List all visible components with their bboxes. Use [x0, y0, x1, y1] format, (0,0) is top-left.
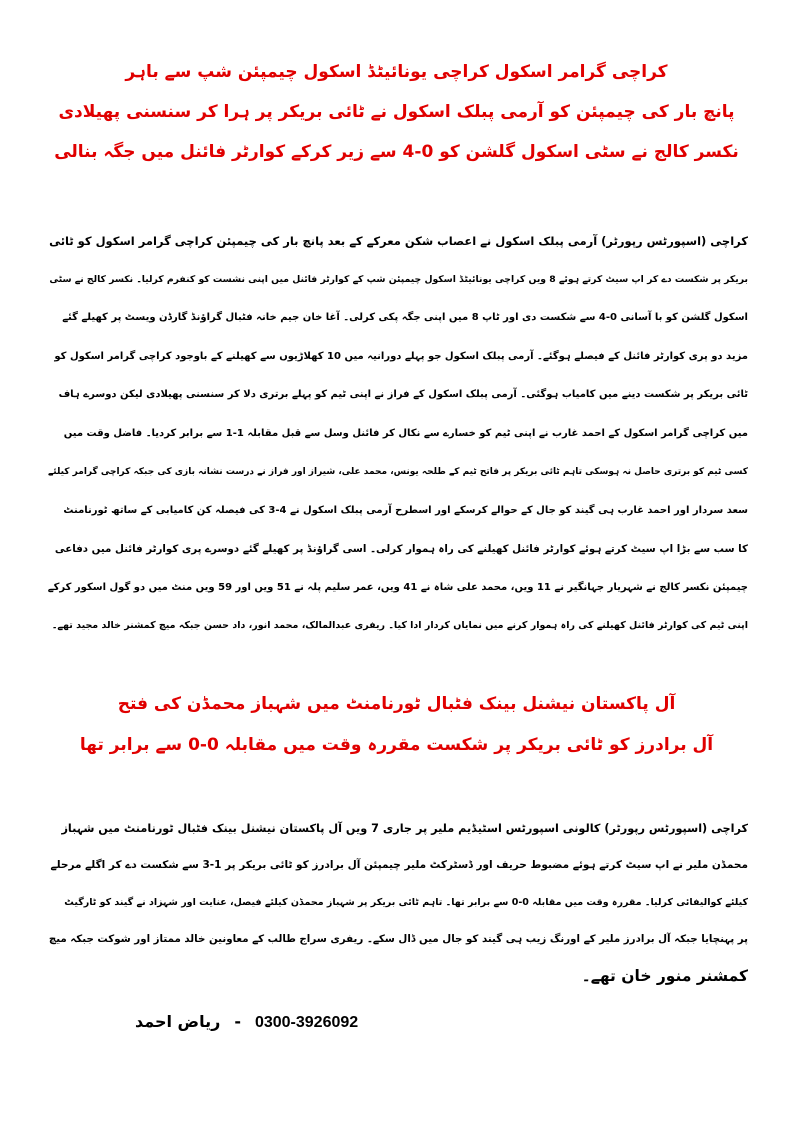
article1-line: سعد سردار اور احمد غارب ہی گیند کو جال کے حوالے کرسکے اور اسطرح آرمی پبلک اسکول نے 4-3 کی فیصلہ کن کامیابی کے ساتھ ٹورنامنٹ: [63, 504, 748, 516]
article2-line: پر پہنچایا جبکہ آل برادرز ملیر کے اورنگ زیب ہی گیند کو جال میں ڈال سکے۔ ریفری سراج طالب کے معاونین خالد ممتاز اور شوکت جبکہ میچ: [48, 933, 748, 945]
article1-line: بریکر پر شکست دے کر اپ سیٹ کرتے ہوئے 8 ویں کراچی یونائیٹڈ اسکول چیمپئن شپ کے کوارٹر فائنل میں اپنی نشست کو کنفرم کرلیا۔ نکسر کالج نے سٹی: [49, 273, 748, 285]
byline: [135, 1012, 358, 1032]
article1-headline-3: نکسر کالج نے سٹی اسکول گلشن کو 0-4 سے زیر کرکے کوارٹر فائنل میں جگہ بنالی: [54, 142, 739, 162]
article1-line: کراچی (اسپورٹس رپورٹر) آرمی پبلک اسکول نے اعصاب شکن معرکے کے بعد پانچ بار کی چیمپئن کراچی گرامر اسکول کو ٹائی: [49, 234, 748, 248]
article2-line: محمڈن ملیر نے اپ سیٹ کرتے ہوئے مضبوط حریف اور ڈسٹرکٹ ملیر چیمپئن آل برادرز کو ٹائی بریکر پر 1-3 سے شکست دے کر اگلے مرحلے: [50, 859, 748, 871]
article1-line: اپنی ٹیم کی کوارٹر فائنل کھیلنے کی راہ ہموار کرنے میں نمایاں کردار ادا کیا۔ ریفری عبدالمالک، محمد انور، داد حسن جبکہ میچ کمشنر خالد مجید تھے۔: [51, 620, 748, 631]
article1-line: کا سب سے بڑا اپ سیٹ کرتے ہوئے کوارٹر فائنل کھیلنے کی راہ ہموار کرلی۔ اسی گراؤنڈ پر کھیلے گئے دوسرے پری کوارٹر فائنل میں دفاعی: [54, 543, 748, 555]
article1-line: اسکول گلشن کو با آسانی 0-4 سے شکست دی اور ٹاپ 8 میں اپنی جگہ پکی کرلی۔ آغا خان جیم خانہ فٹبال گراؤنڈ گارڈن ویسٹ پر کھیلے گئے: [62, 312, 748, 323]
article2-line: کراچی (اسپورٹس رپورٹر) کالونی اسپورٹس اسٹیڈیم ملیر پر جاری 7 ویں آل پاکستان نیشنل بینک فٹبال ٹورنامنٹ میں شہباز: [61, 822, 748, 835]
article1-line: مزید دو پری کوارٹر فائنل کے فیصلے ہوگئے۔ آرمی پبلک اسکول جو پہلے دورانیہ میں 10 کھلاڑیوں سے کھیلنے کے باوجود کراچی گرامر اسکول کو: [54, 350, 748, 362]
article2-headline-1: آل پاکستان نیشنل بینک فٹبال ٹورنامنٹ میں شہباز محمڈن کی فتح: [117, 694, 676, 714]
article2-headline-2: آل برادرز کو ٹائی بریکر پر شکست مقررہ وقت میں مقابلہ 0-0 سے برابر تھا: [79, 735, 714, 755]
article1-headline-1: کراچی گرامر اسکول کراچی یونائیٹڈ اسکول چیمپئن شپ سے باہر: [125, 62, 668, 82]
article2-line: کمشنر منور خان تھے۔: [581, 967, 748, 985]
article1-line: ٹائی بریکر پر شکست دینے میں کامیاب ہوگئی۔ آرمی پبلک اسکول کے فراز نے اپنی ٹیم کو پہلے برتری دلا کر سنسنی پھیلادی لیکن دوسرے ہاف: [58, 389, 748, 400]
article2-line: کیلئے کوالیفائی کرلیا۔ مقررہ وقت میں مقابلہ 0-0 سے برابر تھا۔ تاہم ٹائی بریکر پر شہباز محمڈن کیلئے فیصل، عنایت اور شہزاد نے گیند کو ٹارگیٹ: [64, 897, 748, 908]
article1-line: چیمپئن نکسر کالج نے شہریار جہانگیر نے 11 ویں، محمد علی شاہ نے 41 ویں، عمر سلیم پلہ نے 51 ویں اور 59 ویں منٹ میں دو گول اسکور کرکے: [48, 581, 748, 593]
phone-number: 0300-3926092: [254, 1014, 359, 1031]
article1-body: [48, 222, 748, 646]
author-name: ریاض احمد: [135, 1012, 221, 1031]
byline-separator: -: [234, 1012, 241, 1031]
article1-line: کسی ٹیم کو برتری حاصل نہ ہوسکی تاہم ٹائی بریکر پر فاتح ٹیم کے طلحہ یونس، محمد علی، شیراز اور فراز نے درست نشانہ بازی کی جبکہ کراچی گرامر کیلئے: [48, 467, 748, 477]
article1-headline-2: پانچ بار کی چیمپئن کو آرمی پبلک اسکول نے ٹائی بریکر پر ہرا کر سنسنی پھیلادی: [58, 102, 735, 122]
article2-body: [48, 810, 748, 995]
article1-line: میں کراچی گرامر اسکول کے احمد غارب نے اپنی ٹیم کو خسارے سے نکال کر فائنل وسل سے قبل مقابلہ 1-1 سے برابر کردیا۔ فاضل وقت میں: [63, 427, 748, 439]
